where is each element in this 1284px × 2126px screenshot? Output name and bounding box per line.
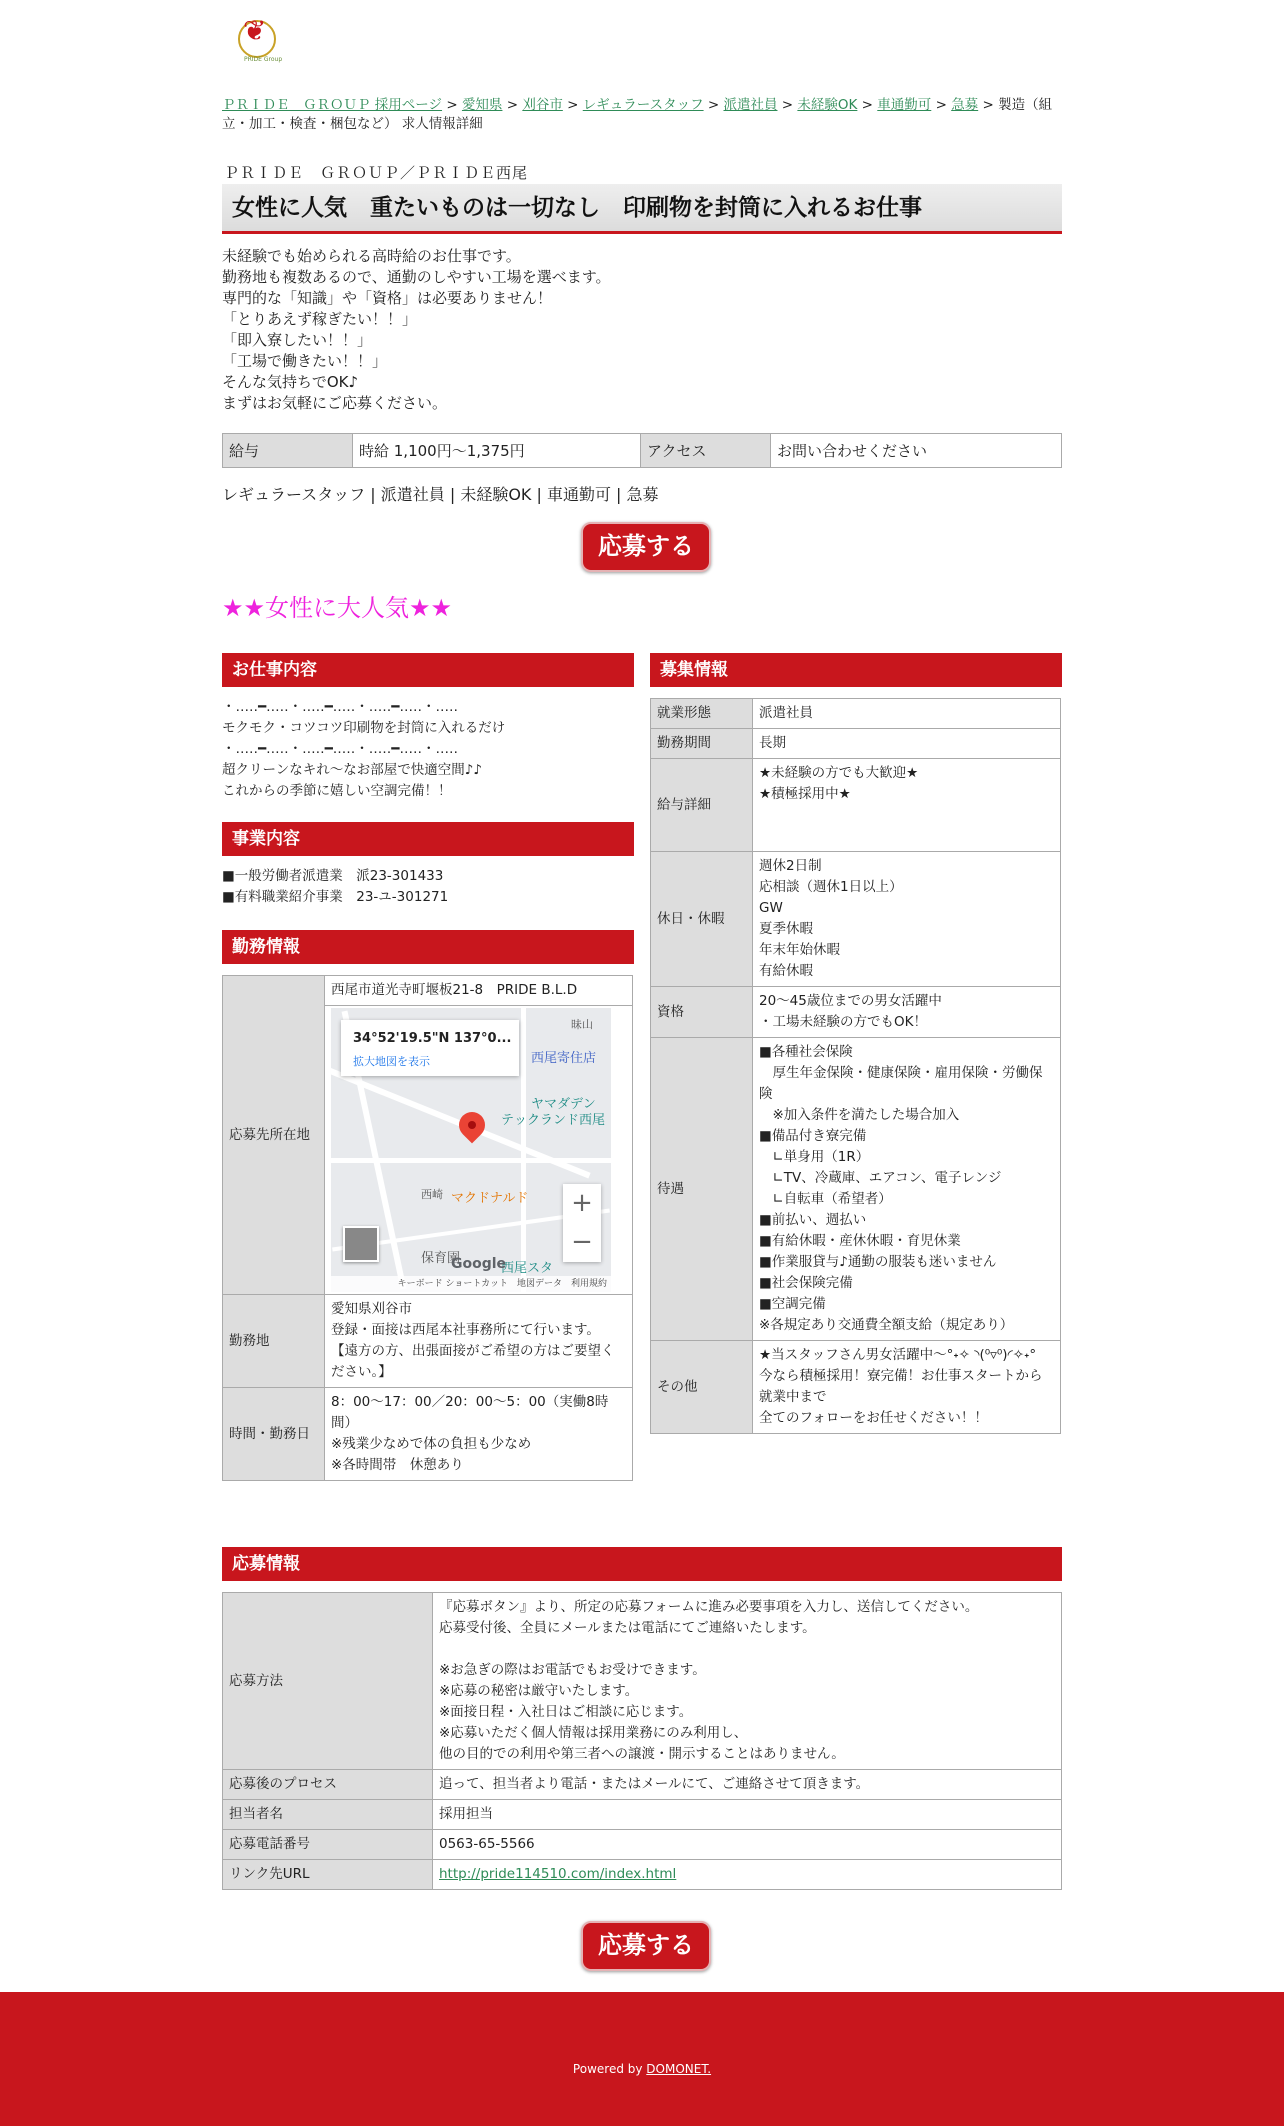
apply-method-line: 他の目的での利用や第三者への譲渡・開示することはありません。 [439, 1746, 845, 1762]
recruit-table [650, 698, 1061, 1434]
recruit-value [753, 987, 1061, 1038]
recruit-label: 就業形態 [651, 699, 753, 729]
recruit-value [753, 1038, 1061, 1341]
recruit-line: ∟単身用（1R） [759, 1149, 870, 1165]
url-label: リンク先URL [223, 1860, 433, 1890]
intro-line: そんな気持ちでOK♪ [222, 373, 359, 391]
zoom-out-button[interactable]: − [571, 1227, 593, 1257]
pride-group-logo[interactable] [234, 14, 283, 68]
apply-method-line: ※面接日程・入社日はご相談に応じます。 [439, 1704, 693, 1720]
job-content-line: ・‥…━…‥・‥…━…‥・‥…━…‥・‥… [222, 699, 458, 715]
recruit-label: 勤務期間 [651, 729, 753, 759]
map-road [521, 1008, 526, 1292]
apply-method-line: 『応募ボタン』より、所定の応募フォームに進み必要事項を入力し、送信してください。 [439, 1599, 979, 1615]
recruit-line: 応相談（週休1日以上） [759, 879, 903, 895]
recruit-line: 20～45歳位までの男女活躍中 [759, 993, 942, 1009]
recruit-line: ★当スタッフさん男女活躍中～°˖✧ ◝(⁰▿⁰)◜✧˖° [759, 1347, 1037, 1363]
recruit-line: ★未経験の方でも大歓迎★ [759, 765, 919, 781]
recruit-value [753, 759, 1061, 852]
recruit-line: ■前払い、週払い [759, 1212, 867, 1228]
breadcrumb-link-urgent[interactable]: 急募 [951, 97, 979, 113]
recruit-line: 週休2日制 [759, 858, 822, 874]
job-tags: レギュラースタッフ | 派遣社員 | 未経験OK | 車通勤可 | 急募 [222, 485, 659, 504]
apply-info-heading: 応募情報 [222, 1547, 1062, 1581]
recruit-line: ※各規定あり交通費全額支給（規定あり） [759, 1317, 1014, 1333]
hours-line: ※各時間帯 休憩あり [331, 1457, 464, 1473]
intro-line: まずはお気軽にご応募ください。 [222, 394, 448, 412]
recruit-line: ■作業服貸与♪通勤の服装も迷いません [759, 1254, 997, 1270]
recruit-line: ・工場未経験の方でもOK！ [759, 1014, 927, 1030]
url-cell [433, 1860, 1062, 1890]
recruit-line: ■備品付き寮完備 [759, 1128, 867, 1144]
breadcrumb-link-regular[interactable]: レギュラースタッフ [582, 97, 704, 113]
summary-table [222, 433, 1062, 468]
location-address: 西尾市道光寺町堰板21-8 PRIDE B.L.D [325, 976, 633, 1006]
recruit-line: 夏季休暇 [759, 921, 813, 937]
job-title: 女性に人気 重たいものは一切なし 印刷物を封筒に入れるお仕事 [222, 184, 1062, 234]
map-info-box [341, 1020, 519, 1076]
recruit-label: 休日・休暇 [651, 852, 753, 987]
apply-info-table [222, 1592, 1062, 1890]
map-label: マクドナルド [451, 1191, 529, 1206]
job-content-line: ・‥…━…‥・‥…━…‥・‥…━…‥・‥… [222, 741, 458, 757]
job-content-line: これからの季節に嬉しい空調完備！！ [222, 783, 452, 799]
map-road [331, 1158, 611, 1163]
place-line: 登録・面接は西尾本社事務所にて行います。 [331, 1322, 600, 1338]
apply-method-value [433, 1593, 1062, 1770]
place-line: 愛知県刈谷市 [331, 1301, 412, 1317]
map-cell [325, 1006, 633, 1295]
recruit-line: GW [759, 900, 783, 916]
apply-button-bottom[interactable]: 応募する [581, 1921, 711, 1971]
breadcrumb-separator: > [982, 97, 994, 113]
access-value: お問い合わせください [771, 434, 1062, 468]
salary-value: 時給 1,100円～1,375円 [353, 434, 641, 468]
job-content-line: モクモク・コツコツ印刷物を封筒に入れるだけ [222, 720, 506, 736]
phone-label: 応募電話番号 [223, 1830, 433, 1860]
recruit-label: 給与詳細 [651, 759, 753, 852]
map-label: 西尾寄住店 [531, 1051, 597, 1066]
phone-value[interactable]: 0563-65-5566 [433, 1830, 1062, 1860]
recruit-label: 待遇 [651, 1038, 753, 1341]
map-label: テックランド西尾 [501, 1113, 606, 1128]
breadcrumb-link-city[interactable]: 刈谷市 [522, 97, 563, 113]
enlarge-map-link[interactable]: 拡大地図を表示 [353, 1055, 430, 1068]
recruit-label: 資格 [651, 987, 753, 1038]
recruit-line: ■各種社会保険 [759, 1044, 853, 1060]
recruit-value: 派遣社員 [753, 699, 1061, 729]
recruit-value [753, 852, 1061, 987]
domonet-link[interactable]: DOMONET. [646, 2062, 712, 2076]
apply-method-line: 応募受付後、全員にメールまたは電話にてご連絡いたします。 [439, 1620, 816, 1636]
company-name: ＰＲＩＤＥ ＧＲＯＵＰ／ＰＲＩＤＥ西尾 [224, 164, 529, 182]
recruit-line: 年末年始休暇 [759, 942, 840, 958]
hours-line: 間） [331, 1415, 358, 1431]
zoom-in-button[interactable]: + [571, 1188, 593, 1218]
contact-label: 担当者名 [223, 1800, 433, 1830]
place-line: ださい。】 [331, 1364, 392, 1380]
apply-method-label: 応募方法 [223, 1593, 433, 1770]
recruit-line: 有給休暇 [759, 963, 813, 979]
salary-label: 給与 [223, 434, 353, 468]
breadcrumb-link-dispatch[interactable]: 派遣社員 [723, 97, 778, 113]
process-value: 追って、担当者より電話・またはメールにて、ご連絡させて頂きます。 [433, 1770, 1062, 1800]
job-content-line: 超クリーンなキれ～なお部屋で快適空間♪♪ [222, 762, 482, 778]
map-label: 保育園 [421, 1251, 461, 1266]
place-value [325, 1295, 633, 1388]
contact-value: 採用担当 [433, 1800, 1062, 1830]
breadcrumb-current: 製造（組立・加工・検査・梱包など） 求人情報詳細 [222, 97, 1053, 132]
phoenix-icon: ❦ [243, 14, 267, 47]
recruit-line: ∟自転車（希望者） [759, 1191, 892, 1207]
breadcrumb-separator: > [446, 97, 458, 113]
recruit-value [753, 1341, 1061, 1434]
business-line: ■一般労働者派遣業 派23-301433 [222, 868, 444, 884]
process-label: 応募後のプロセス [223, 1770, 433, 1800]
footer [0, 1992, 1284, 2126]
breadcrumb-separator: > [861, 97, 873, 113]
intro-line: 勤務地も複数あるので、通勤のしやすい工場を選べます。 [222, 268, 611, 286]
apply-method-line: ※応募いただく個人情報は採用業務にのみ利用し、 [439, 1725, 748, 1741]
map-pin-icon[interactable] [454, 1107, 491, 1144]
company-url-link[interactable]: http://pride114510.com/index.html [439, 1866, 677, 1882]
recruit-line: 厚生年金保険・健康保険・雇用保険・労働保 [759, 1065, 1043, 1081]
business-line: ■有料職業紹介事業 23-ユ-301271 [222, 889, 449, 905]
apply-button[interactable]: 応募する [581, 522, 711, 572]
business-text [222, 866, 448, 908]
recruit-line: 就業中まで [759, 1389, 827, 1405]
intro-line: 「即入寮したい！！」 [222, 331, 373, 349]
map-label: ヤマダデン [531, 1097, 596, 1112]
access-label: アクセス [641, 434, 771, 468]
work-info-table [222, 975, 633, 1481]
google-logo: Google [451, 1256, 507, 1272]
breadcrumb-separator: > [567, 97, 579, 113]
map-footer[interactable]: キーボード ショートカット 地図データ 利用規約 [331, 1276, 611, 1292]
intro-line: 専門的な「知識」や「資格」は必要ありません！ [222, 289, 553, 307]
intro-line: 「とりあえず稼ぎたい！！」 [222, 310, 418, 328]
intro-line: 未経験でも始められる高時給のお仕事です。 [222, 247, 521, 265]
job-content-heading: お仕事内容 [222, 653, 634, 687]
breadcrumb-separator: > [506, 97, 519, 113]
breadcrumb-link-top[interactable]: ＰＲＩＤＥ ＧＲＯＵＰ 採用ページ [222, 97, 443, 113]
recruit-label: その他 [651, 1341, 753, 1434]
recruit-line: 今なら積極採用！寮完備！お仕事スタートから [759, 1368, 1043, 1384]
recruit-line: 険 [759, 1086, 773, 1102]
job-content-text [222, 697, 505, 802]
recruit-value: 長期 [753, 729, 1061, 759]
breadcrumb-separator: > [935, 97, 947, 113]
breadcrumb-link-inexperienced[interactable]: 未経験OK [797, 97, 858, 113]
recruit-line: ■有給休暇・産休休暇・育児休業 [759, 1233, 961, 1249]
recruit-line: ∟TV、冷蔵庫、エアコン、電子レンジ [759, 1170, 1002, 1186]
map-label: 西崎 [421, 1188, 443, 1201]
intro-text [222, 246, 1062, 414]
recruit-heading: 募集情報 [650, 653, 1062, 687]
powered-by-label: Powered by [572, 2062, 647, 2076]
breadcrumb-separator: > [781, 97, 794, 113]
catch-copy: ★★女性に大人気★★ [222, 594, 453, 622]
satellite-toggle[interactable] [343, 1226, 379, 1262]
recruit-line: ■社会保険完備 [759, 1275, 853, 1291]
google-map[interactable] [331, 1008, 611, 1292]
work-info-heading: 勤務情報 [222, 930, 634, 964]
hours-label: 時間・勤務日 [223, 1388, 325, 1481]
powered-by [0, 2062, 1284, 2076]
hours-line: 8：00～17：00／20：00～5：00（実働8時 [331, 1394, 609, 1410]
recruit-line: ※加入条件を満たした場合加入 [759, 1107, 960, 1123]
breadcrumb [222, 96, 1062, 134]
map-label: 昧山 [571, 1018, 593, 1031]
place-line: 【遠方の方、出張面接がご希望の方はご要望く [331, 1343, 615, 1359]
apply-method-line: ※お急ぎの際はお電話でもお受けできます。 [439, 1662, 706, 1678]
intro-line: 「工場で働きたい！！」 [222, 352, 388, 370]
apply-method-line: ※応募の秘密は厳守いたします。 [439, 1683, 639, 1699]
map-label: 西尾スタ [501, 1261, 554, 1276]
business-heading: 事業内容 [222, 822, 634, 856]
breadcrumb-separator: > [707, 97, 720, 113]
breadcrumb-link-prefecture[interactable]: 愛知県 [461, 97, 503, 113]
recruit-line: ★積極採用中★ [759, 786, 851, 802]
recruit-line: ■空調完備 [759, 1296, 826, 1312]
recruit-line [759, 805, 1054, 847]
logo-text: PRIDE Group [244, 56, 283, 63]
breadcrumb-link-car-commute[interactable]: 車通勤可 [877, 97, 932, 113]
hours-line: ※残業少なめで体の負担も少なめ [331, 1436, 532, 1452]
place-label: 勤務地 [223, 1295, 325, 1388]
apply-method-line [439, 1639, 1055, 1660]
hours-value [325, 1388, 633, 1481]
recruit-line: 全てのフォローをお任せください！！ [759, 1410, 988, 1426]
map-coordinates: 34°52'19.5"N 137°0... [353, 1031, 512, 1046]
location-label: 応募先所在地 [223, 976, 325, 1295]
map-zoom-control [563, 1184, 601, 1262]
